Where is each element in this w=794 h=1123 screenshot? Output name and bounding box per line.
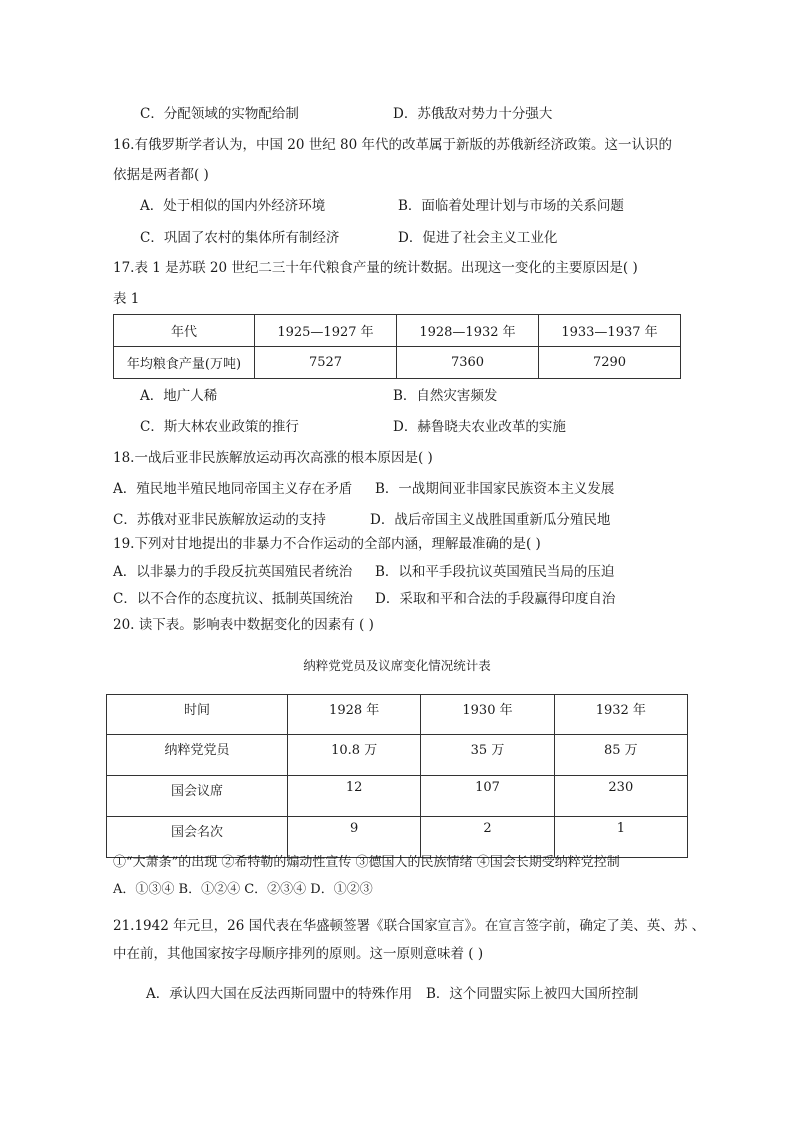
q19-option-d: D．采取和平和合法的手段赢得印度自治 <box>375 591 616 607</box>
q17-option-c: C．斯大林农业政策的推行 <box>140 419 299 435</box>
table-cell: 7527 <box>255 347 397 379</box>
table-cell: 10.8 万 <box>288 735 421 776</box>
table-cell: 85 万 <box>554 735 687 776</box>
table-cell: 年均粮食产量(万吨) <box>114 347 255 379</box>
q17-option-b: B．自然灾害频发 <box>393 388 498 404</box>
q21-stem-line2: 中在前，其他国家按字母顺序排列的原则。这一原则意味着 ( ) <box>113 946 484 962</box>
table-row <box>107 776 688 817</box>
table-cell: 9 <box>288 817 421 858</box>
q19-option-c: C．以不合作的态度抗议、抵制英国统治 <box>113 591 353 607</box>
q18-option-a: A．殖民地半殖民地同帝国主义存在矛盾 <box>113 481 353 497</box>
table-header-cell: 年代 <box>114 315 255 347</box>
q17-grain-table <box>113 314 681 379</box>
table-header-cell: 时间 <box>107 695 288 735</box>
table-cell: 107 <box>421 776 554 817</box>
table-header-cell: 1933—1937 年 <box>539 315 681 347</box>
table-header-row <box>114 315 681 347</box>
q20-factors: ①“大萧条”的出现 ②希特勒的煽动性宣传 ③德国人的民族情绪 ④国会长期受纳粹党控制 <box>113 855 620 870</box>
q18-option-d: D．战后帝国主义战胜国重新瓜分殖民地 <box>370 512 611 528</box>
q20-options: A．①③④ B．①②④ C．②③④ D．①②③ <box>113 882 373 897</box>
q21-stem-line1: 21.1942 年元旦，26 国代表在华盛顿签署《联合国家宣言》。在宣言签字前，确定了美、英、苏 、 <box>113 918 706 934</box>
q17-option-a: A．地广人稀 <box>140 388 218 404</box>
q20-table-title: 纳粹党党员及议席变化情况统计表 <box>303 658 491 673</box>
q16-option-d: D．促进了社会主义工业化 <box>398 230 558 246</box>
q19-option-b: B．以和平手段抗议英国殖民当局的压迫 <box>375 564 615 580</box>
table-cell: 纳粹党党员 <box>107 735 288 776</box>
table-row <box>114 347 681 379</box>
q16-stem-line2: 依据是两者都( ) <box>113 167 209 183</box>
q17-table-label: 表 1 <box>113 291 140 307</box>
q21-option-a: A．承认四大国在反法西斯同盟中的特殊作用 <box>146 986 413 1002</box>
q18-stem: 18.一战后亚非民族解放运动再次高涨的根本原因是( ) <box>113 450 433 466</box>
table-cell: 12 <box>288 776 421 817</box>
table-cell: 230 <box>554 776 687 817</box>
table-cell: 7360 <box>397 347 539 379</box>
table-cell: 国会名次 <box>107 817 288 858</box>
table-header-cell: 1928 年 <box>288 695 421 735</box>
table-header-cell: 1928—1932 年 <box>397 315 539 347</box>
q19-option-a: A．以非暴力的手段反抗英国殖民者统治 <box>113 564 353 580</box>
table-header-cell: 1932 年 <box>554 695 687 735</box>
table-header-cell: 1930 年 <box>421 695 554 735</box>
table-row <box>107 817 688 858</box>
q18-option-b: B．一战期间亚非国家民族资本主义发展 <box>375 481 615 497</box>
q21-option-b: B．这个同盟实际上被四大国所控制 <box>426 986 639 1002</box>
q19-stem: 19.下列对甘地提出的非暴力不合作运动的全部内涵，理解最准确的是( ) <box>113 536 541 552</box>
table-cell: 2 <box>421 817 554 858</box>
table-header-cell: 1925—1927 年 <box>255 315 397 347</box>
q16-stem-line1: 16.有俄罗斯学者认为，中国 20 世纪 80 年代的改革属于新版的苏俄新经济政策。这一认识的 <box>113 137 672 153</box>
q16-option-b: B．面临着处理计划与市场的关系问题 <box>398 198 624 214</box>
q16-option-c: C．巩固了农村的集体所有制经济 <box>140 230 340 246</box>
q20-stem: 20. 读下表。影响表中数据变化的因素有 ( ) <box>113 617 374 633</box>
q15-option-d: D．苏俄敌对势力十分强大 <box>393 106 553 122</box>
q18-option-c: C．苏俄对亚非民族解放运动的支持 <box>113 512 326 528</box>
q15-option-c: C．分配领域的实物配给制 <box>140 106 299 122</box>
q17-option-d: D．赫鲁晓夫农业改革的实施 <box>393 419 566 435</box>
q16-option-a: A．处于相似的国内外经济环境 <box>140 198 326 214</box>
table-cell: 7290 <box>539 347 681 379</box>
table-header-row <box>107 695 688 735</box>
q20-nazi-table <box>106 694 688 858</box>
table-row <box>107 735 688 776</box>
table-cell: 1 <box>554 817 687 858</box>
table-cell: 国会议席 <box>107 776 288 817</box>
table-cell: 35 万 <box>421 735 554 776</box>
q17-stem: 17.表 1 是苏联 20 世纪二三十年代粮食产量的统计数据。出现这一变化的主要原因是( ) <box>113 260 638 276</box>
